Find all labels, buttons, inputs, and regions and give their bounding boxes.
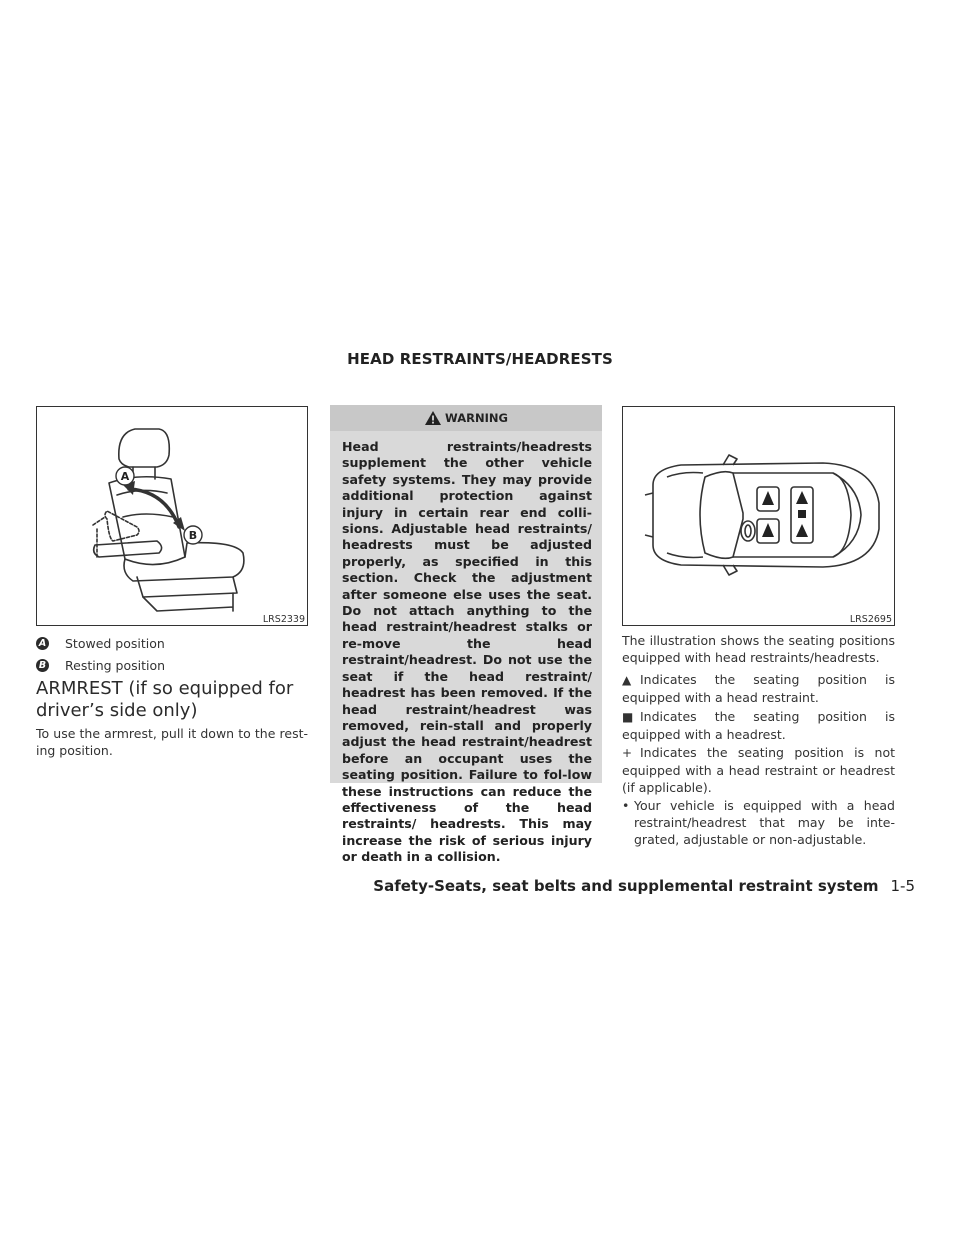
label-a: A: [120, 470, 130, 483]
headrest-triangle-rear-left: [796, 491, 808, 504]
section-title: HEAD RESTRAINTS/HEADRESTS: [347, 350, 613, 368]
triangle-icon: ▲: [622, 673, 632, 687]
legend-item-b: [36, 658, 165, 673]
bullet-icon: •: [622, 798, 630, 813]
symbol-triangle-text: Indicates the seating position is equipped with a head restraint.: [622, 672, 895, 705]
car-seating-illustration: [623, 407, 894, 625]
legend-text-a: Stowed position: [65, 636, 165, 651]
warning-body: Head restraints/headrests supplement the other vehicle safety systems. They may provide additional protection against injury in certain rear end colli-sions. Adjustable head restraints/ headrests must be adjusted properly, as specified in this section. Check the adjustment after someone else uses the seat. Do not attach anything to the head restraint/headrest stalks or re-move the head restraint/headrest. Do not use the seat if the head restraint/ headrest has been removed. If the head restraint/headrest was removed, rein-stall and properly adjust the head restraint/headrest before an occupant uses the seating position. Failure to fol-low these instructions can reduce the effectiveness of the head restraints/ headrests. This may increase the risk of serious injury or death in a collision.: [342, 439, 592, 865]
label-a-callout: [116, 467, 134, 485]
square-icon: ■: [622, 710, 634, 724]
bullet-text: Your vehicle is equipped with a head restraint/headrest that may be inte-grated, adjustable or non-adjustable.: [634, 798, 895, 847]
headrest-square-rear-center: [798, 510, 806, 518]
symbol-plus-text: Indicates the seating position is not equipped with a head restraint or headrest (if applicable).: [622, 745, 895, 795]
page-footer: [373, 877, 915, 895]
figure-id: LRS2695: [849, 613, 892, 625]
legend-item-a: [36, 636, 165, 651]
symbol-square-row: [622, 708, 895, 743]
page-number: 1-5: [890, 877, 915, 895]
illustration-description: The illustration shows the seating positions equipped with head restraints/headrests.: [622, 633, 895, 665]
headrest-triangle-rear-right: [796, 524, 808, 537]
armrest-figure: [36, 406, 308, 626]
badge-b: B: [36, 659, 49, 672]
label-b-callout: [184, 526, 202, 544]
footer-title: Safety-Seats, seat belts and supplemental restraint system: [373, 877, 879, 895]
warning-box: [330, 405, 602, 865]
seating-figure: [622, 406, 895, 626]
symbol-plus-row: [622, 744, 895, 796]
figure-id: LRS2339: [262, 613, 305, 625]
legend-text-b: Resting position: [65, 658, 166, 673]
warning-header: [330, 405, 602, 431]
headrest-triangle-front-right: [762, 523, 774, 537]
seat-armrest-illustration: [37, 407, 307, 625]
warning-title: WARNING: [445, 411, 508, 425]
bullet-item: [622, 797, 895, 848]
symbol-triangle-row: [622, 671, 895, 706]
symbol-square-text: Indicates the seating position is equipped with a headrest.: [622, 709, 895, 742]
armrest-body: To use the armrest, pull it down to the rest-ing position.: [36, 726, 308, 758]
plus-icon: +: [622, 746, 633, 760]
badge-a: A: [36, 637, 49, 650]
armrest-heading: ARMREST (if so equipped for driver’s side only): [36, 678, 294, 721]
warning-icon: [424, 410, 442, 426]
label-b: B: [188, 529, 198, 542]
headrest-triangle-front-left: [762, 491, 774, 505]
